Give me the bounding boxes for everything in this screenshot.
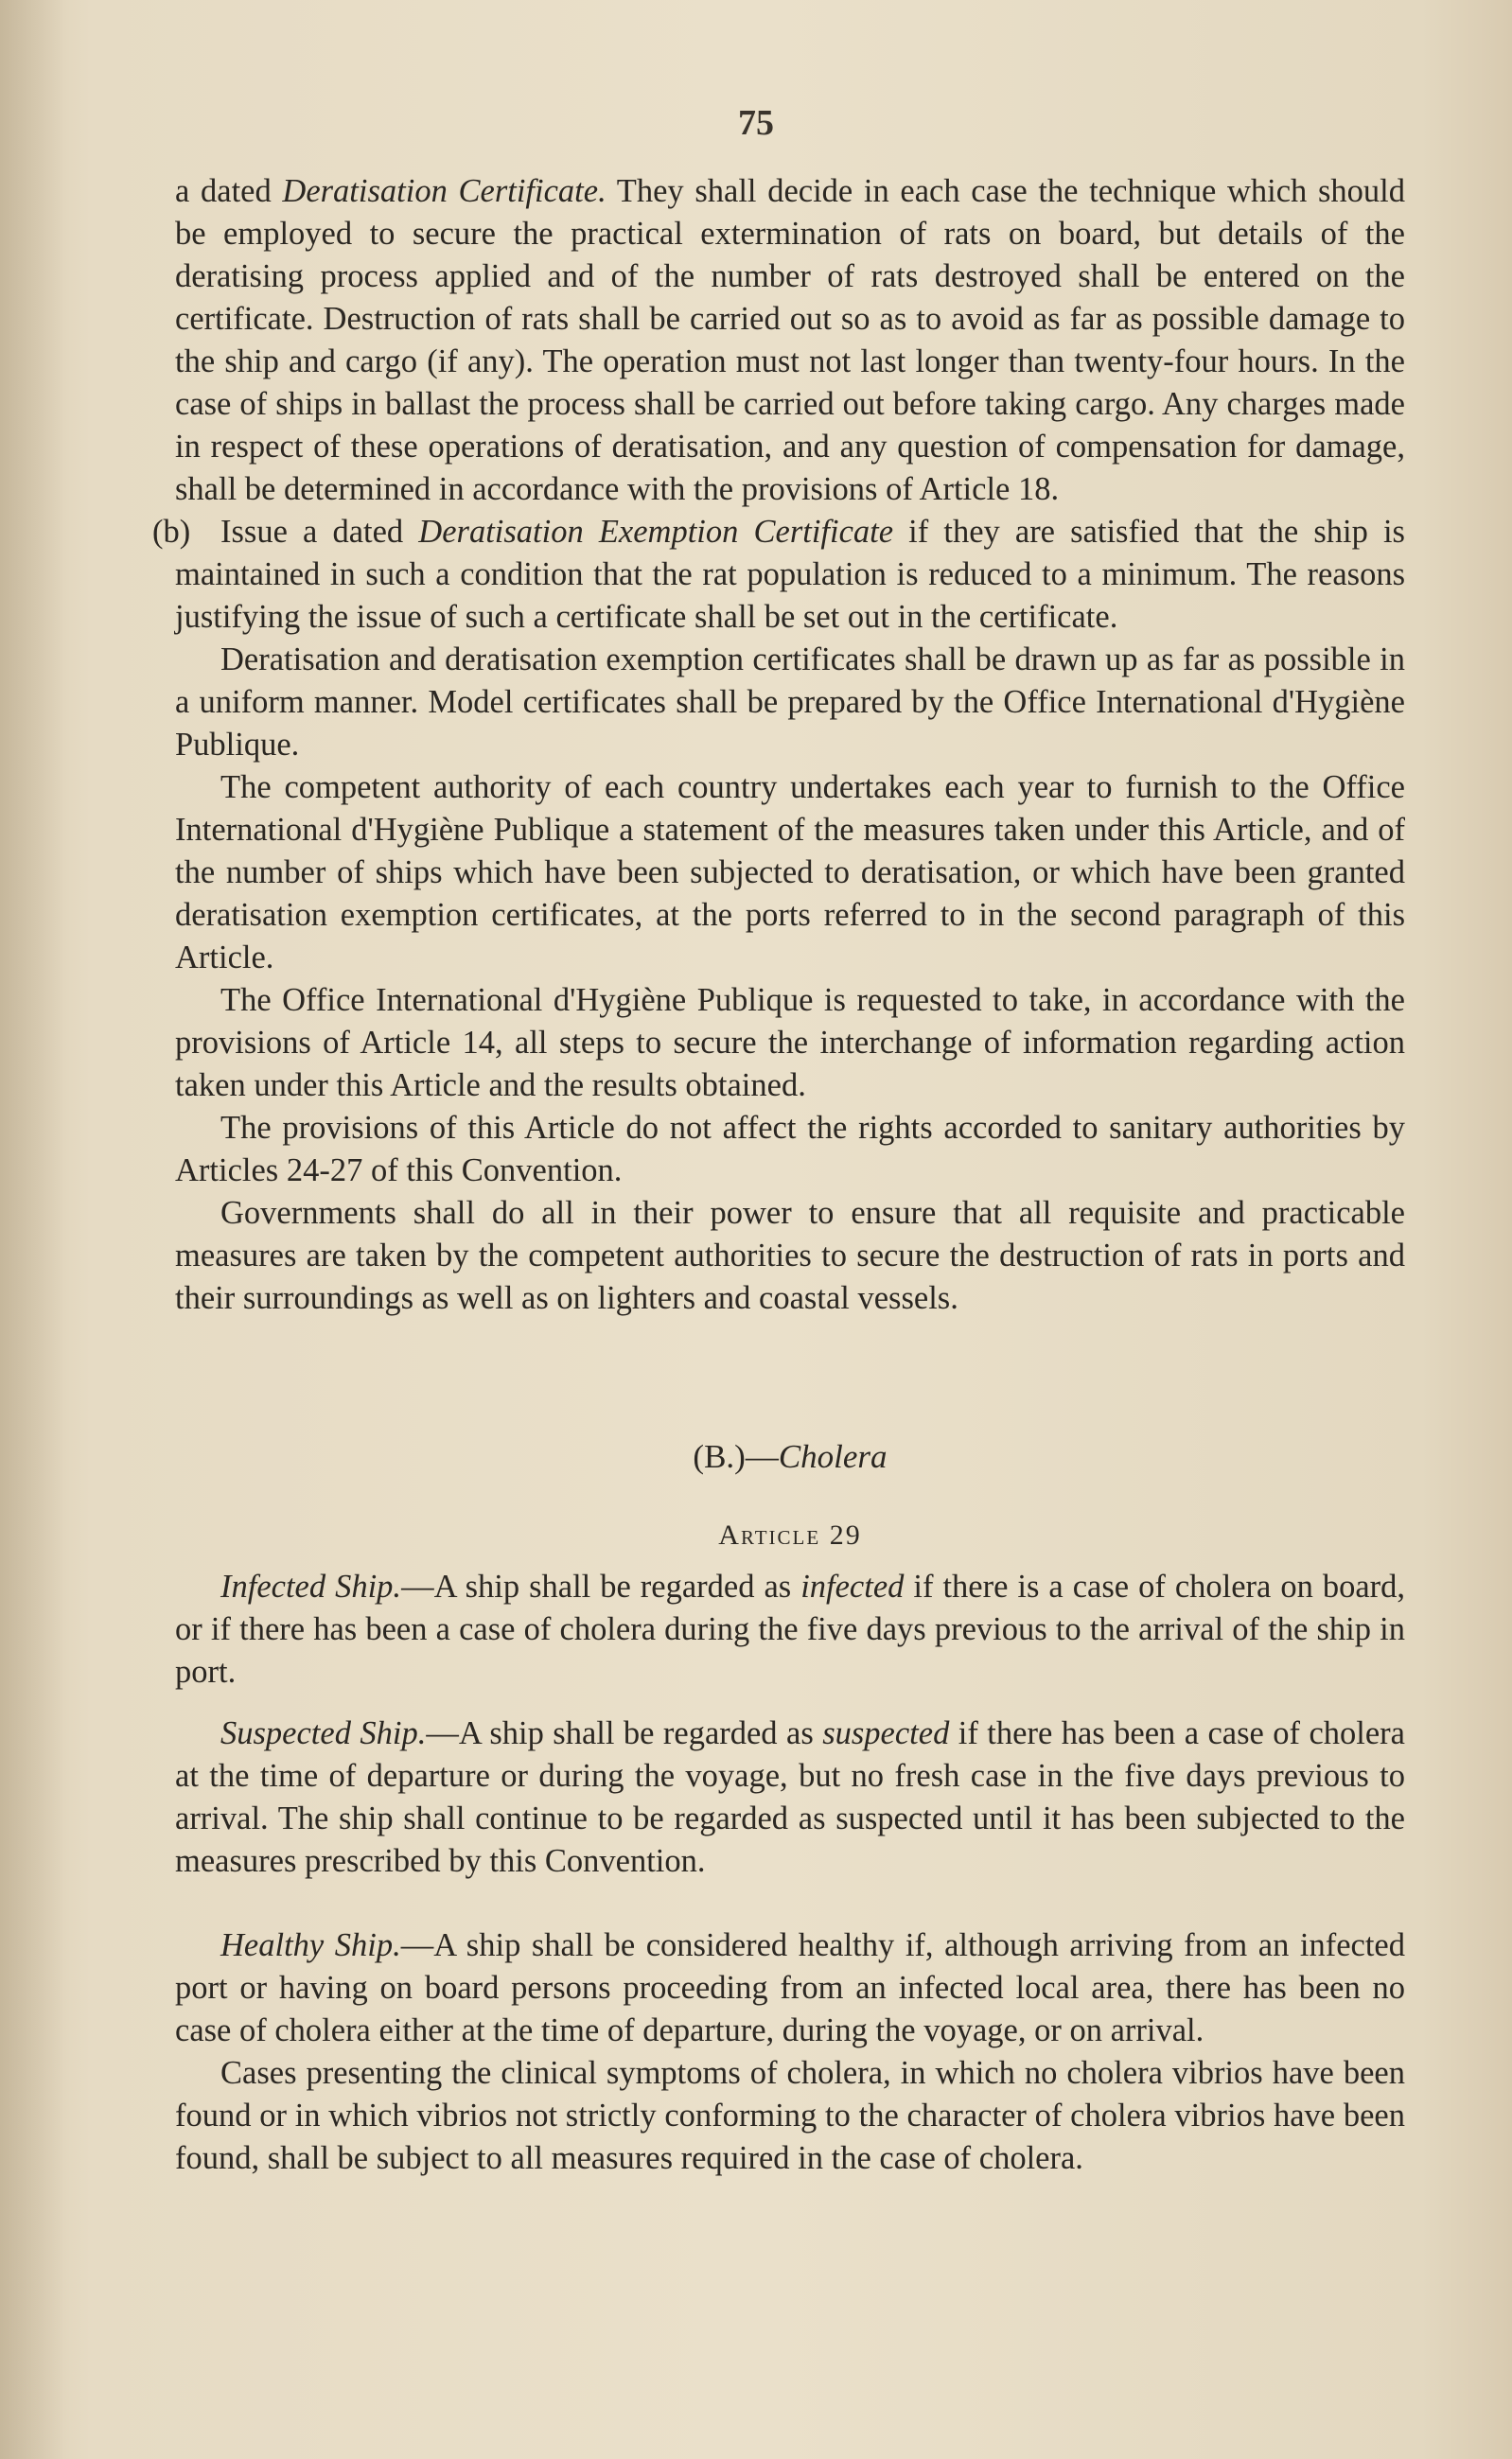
italic-term: Infected Ship. (220, 1569, 402, 1605)
paragraph-text: —A ship shall be considered healthy if, although arriving from an infected port or having on board persons proceeding from an infected local area, there has been no case of cholera either at the time of departure, during the voyage, or on arrival. (175, 1927, 1405, 2048)
italic-term: Deratisation Exemption Certificate (418, 514, 894, 550)
paragraph-deratisation-certificate (175, 170, 1405, 511)
paragraph-infected-ship (175, 1566, 1405, 1694)
italic-term: suspected (822, 1715, 950, 1751)
paragraph-healthy-ship (175, 1924, 1405, 2052)
paragraph-text: if they are satisfied that the ship is maintained in such a condition that the rat population is reduced to a minimum. The reasons justifying the issue of such a certificate shall be set out in the certificate. (175, 514, 1405, 635)
section-heading (175, 1435, 1405, 1478)
italic-term: Suspected Ship. (220, 1715, 427, 1751)
paragraph-interchange-information: The Office International d'Hygiène Publique is requested to take, in accordance with the provisions of Article 14, all steps to secure the interchange of information regarding action taken under this Article and the results obtained. (175, 982, 1405, 1103)
paragraph-clinical-symptoms: Cases presenting the clinical symptoms of cholera, in which no cholera vibrios have been found or in which vibrios not strictly conforming to the character of cholera vibrios have been found, shall be subject to all measures required in the case of cholera. (175, 2055, 1405, 2176)
paragraph-destruction-of-rats: Governments shall do all in their power to ensure that all requisite and practicable measures are taken by the competent authorities to secure the destruction of rats in ports and their surroundings as well as on lighters and coastal vessels. (175, 1195, 1405, 1316)
page-number: 75 (738, 103, 774, 143)
paragraph-annual-statement: The competent authority of each country undertakes each year to furnish to the Office International d'Hygiène Publique a statement of the measures taken under this Article, and of the number of ships which have been subjected to deratisation, or which have been granted deratisation exemption certificates, at the ports referred to in the second paragraph of this Article. (175, 769, 1405, 975)
article-heading: Article 29 (718, 1519, 862, 1551)
section-title: Cholera (778, 1438, 888, 1475)
paragraph-suspected-ship (175, 1713, 1405, 1883)
body-text (152, 170, 1406, 2180)
section-prefix: (B.)— (693, 1438, 779, 1475)
paragraph-sanitary-rights: The provisions of this Article do not affect the rights accorded to sanitary authorities by Articles 24-27 of this Convention. (175, 1110, 1405, 1188)
item-label: (b) (152, 514, 191, 550)
paragraph-text: They shall decide in each case the technique which should be employed to secure the practical extermination of rats on board, but details of the deratising process applied and of the number of rats destroyed shall be entered on the certificate. Destruction of rats shall be carried out so as to avoid as far as possible damage to the ship and cargo (if any). The operation must not last longer than twenty-four hours. In the case of ships in ballast the process shall be carried out before taking cargo. Any charges made in respect of these operations of deratisation, and any question of compensation for damage, shall be determined in accordance with the provisions of Article 18. (175, 173, 1405, 507)
paragraph-text: a dated (175, 173, 283, 209)
paragraph-text: if there is a case of cholera on board, or if there has been a case of cholera during the five days previous to the arrival of the ship in port. (175, 1569, 1406, 1690)
paragraph-model-certificates: Deratisation and deratisation exemption certificates shall be drawn up as far as possible in a uniform manner. Model certificates shall be prepared by the Office International d'Hygiène Publique. (175, 641, 1405, 763)
paragraph-item-b (152, 511, 1405, 639)
paragraph-text: if there has been a case of cholera at the time of departure or during the voyage, but no fresh case in the five days previous to arrival. The ship shall continue to be regarded as suspected until it has been subjected to the measures prescribed by this Convention. (175, 1715, 1405, 1879)
italic-term: Healthy Ship. (220, 1927, 401, 1963)
paragraph-text: Issue a dated (220, 514, 419, 550)
paragraph-text: —A ship shall be regarded as (401, 1569, 801, 1605)
italic-term: Deratisation Certificate. (282, 173, 607, 209)
binding-gutter-shadow (0, 0, 66, 2459)
paragraph-text: —A ship shall be regarded as (426, 1715, 823, 1751)
italic-term: infected (800, 1569, 905, 1605)
